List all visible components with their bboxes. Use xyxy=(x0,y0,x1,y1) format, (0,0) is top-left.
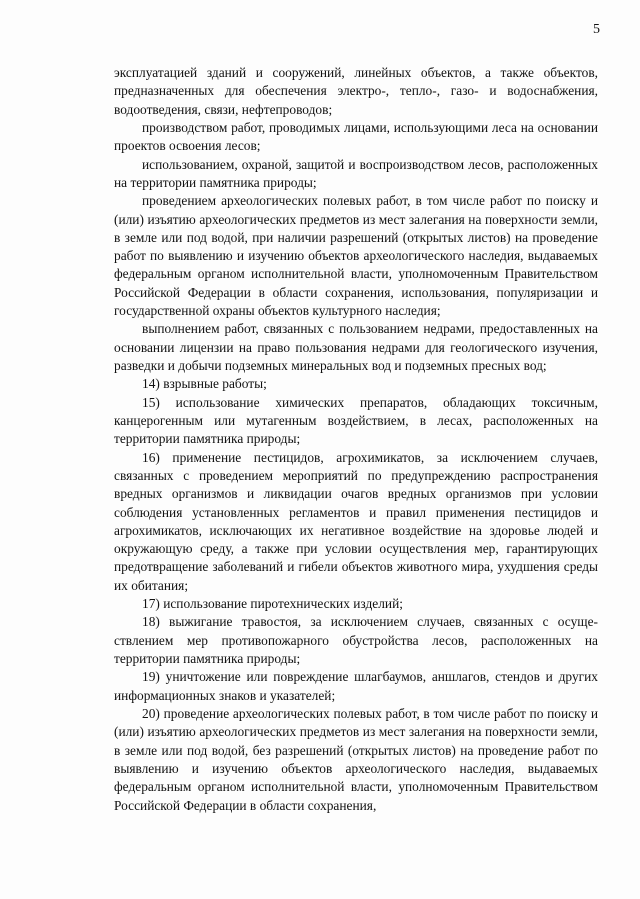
paragraph-item-14: 14) взрывные работы; xyxy=(142,376,267,392)
body-text xyxy=(114,64,598,815)
paragraph-item-20: 20) проведение археологических полевых работ, в том числе работ по поиску и (или) изъятию археологических предметов из мест залегания на поверхности земли, в земле или под водой, без разрешений (открытых листов) на проведение работ по выявлению и изучению объектов археологического наследия, выдаваемых федеральным органом исполнительной власти, уполномоченным Правительством Российской Федерации в области сохранения, xyxy=(114,705,598,813)
page-number: 5 xyxy=(593,22,600,37)
paragraph-item-17: 17) использование пиротехнических изделий; xyxy=(142,596,403,612)
paragraph-subsoil-use: выполнением работ, связанных с пользованием недрами, предоставленных на основании лицензии на право пользования недрами для геологического изучения, разведки и добычи подземных минеральных вод и подземных пресных вод; xyxy=(114,321,598,373)
paragraph-item-19: 19) уничтожение или повреждение шлагбаумов, аншлагов, стендов и других информационных знаков и указателей; xyxy=(114,669,598,703)
paragraph-item-15: 15) использование химических препаратов, обладающих токсичным, канцерогенным или мутагенным воздействием, в лесах, расположенных на территории памятника природы; xyxy=(114,394,598,447)
paragraph-forest-use: использованием, охраной, защитой и воспроизводством лесов, расположенных на территории памятника природы; xyxy=(114,156,598,190)
paragraph-item-16: 16) применение пестицидов, агрохимикатов, за исключением случаев, связанных с проведением мероприятий по предупреждению распространения вредных организмов и ликвидации очагов вредных организмов при условии соблюдения установленных регламентов и правил применения пестицидов и агрохимикатов, исключающих их негативное воздействие на здоровье людей и окружающую среду, а также при условии осуществления мер, гарантирующих предотвращение заболеваний и гибели объектов животного мира, ухудшения среды их обитания; xyxy=(114,449,598,593)
paragraph-logging-projects: производством работ, проводимых лицами, использующими леса на основании проектов освоения лесов; xyxy=(114,119,598,154)
paragraph-archaeology-with-permits: проведением археологических полевых работ, в том числе работ по поиску и (или) изъятию археологических предметов из мест залегания на поверхности земли, в земле или под водой, при наличии разрешений (открытых листов) на проведение работ по выявлению и изучению объектов археологического наследия, выдаваемых федеральным органом исполнительной власти, уполномоченным Правительством Российской Федерации в области сохранения, использования, популяризации и государственной охраны объектов культурного наследия; xyxy=(114,193,598,319)
paragraph-continuation: эксплуатацией зданий и сооружений, линейных объектов, а также объектов, предназначенных для обеспечения электро-, тепло-, газо- и водоснабжения, водоотведения, связи, нефтепроводов; xyxy=(114,65,598,117)
paragraph-item-18: 18) выжигание травостоя, за исключением случаев, связанных с осуществлением мер противопожарного обустройства лесов, расположенных на территории памятника природы; xyxy=(114,614,598,666)
